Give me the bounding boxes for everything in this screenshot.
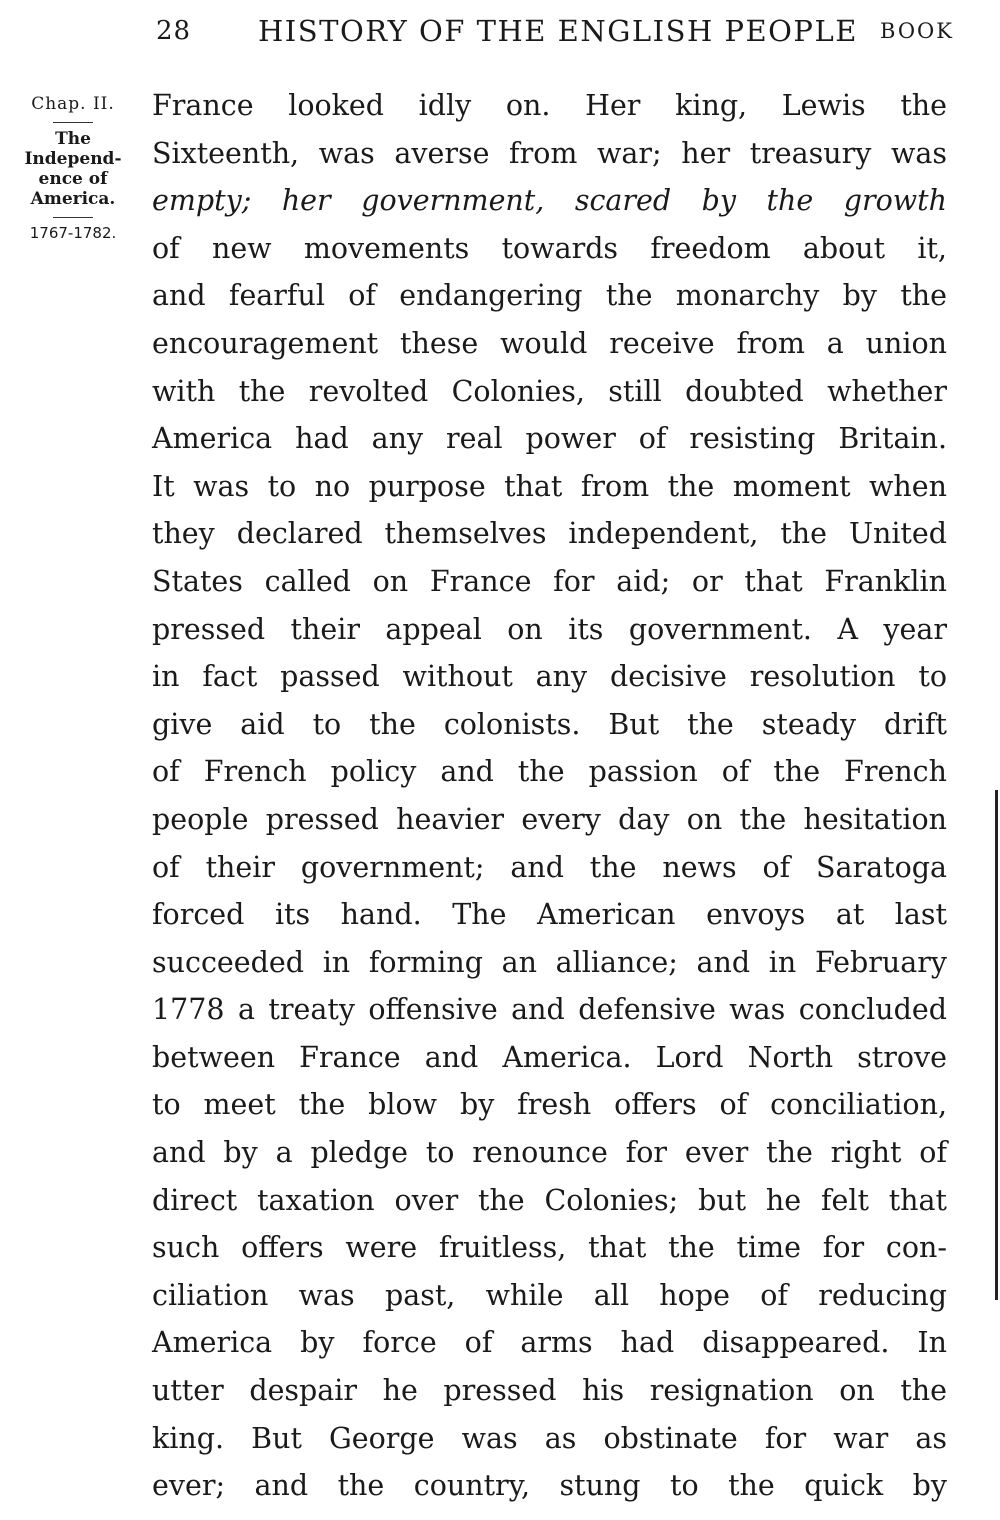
text-line: people pressed heavier every day on the hesitation	[152, 802, 947, 836]
page-number: 28	[156, 16, 192, 46]
text-line: to meet the blow by fresh offers of conciliation,	[152, 1088, 947, 1122]
text-line: king. But George was as obstinate for war as	[152, 1421, 947, 1455]
text-line: It was to no purpose that from the moment when	[152, 469, 947, 503]
text-line: forced its hand. The American envoys at last	[152, 898, 947, 932]
text-line: and fearful of endangering the monarchy by the	[152, 279, 947, 313]
text-line: Sixteenth, was averse from war; her treasury was	[152, 136, 947, 170]
text-line: pressed their appeal on its government. A year	[152, 612, 947, 646]
text-line: America by force of arms had disappeared. In	[152, 1326, 947, 1360]
text-line: ever; and the country, stung to the quick by	[152, 1469, 947, 1503]
book-label: BOOK	[880, 19, 954, 43]
text-line: of new movements towards freedom about it,	[152, 231, 947, 265]
sidenote-divider	[53, 122, 93, 123]
text-line: give aid to the colonists. But the steady drift	[152, 707, 947, 741]
margin-sidenote	[4, 92, 142, 242]
text-line: France looked idly on. Her king, Lewis the	[152, 89, 947, 122]
body-text	[152, 82, 947, 1510]
text-line: they declared themselves independent, the United	[152, 517, 947, 551]
text-line: encouragement these would receive from a union	[152, 326, 947, 360]
text-line: and by a pledge to renounce for ever the right of	[152, 1136, 947, 1170]
text-line: States called on France for aid; or that Franklin	[152, 564, 947, 598]
text-line: direct taxation over the Colonies; but he felt that	[152, 1183, 947, 1217]
page-header	[0, 0, 1000, 60]
text-line: such offers were fruitless, that the time for con-	[152, 1231, 947, 1265]
page-edge-mark	[995, 790, 998, 1300]
chapter-label: Chap. II.	[31, 94, 115, 114]
sidenote-dates: 1767-1782.	[29, 224, 117, 242]
text-line: 1778 a treaty offensive and defensive was concluded	[152, 993, 947, 1027]
text-line: empty; her government, scared by the growth	[152, 184, 947, 218]
text-line: between France and America. Lord North strove	[152, 1040, 947, 1074]
running-title: HISTORY OF THE ENGLISH PEOPLE	[258, 14, 858, 48]
text-line: in fact passed without any decisive resolution to	[152, 660, 947, 694]
text-line: America had any real power of resisting Britain.	[152, 422, 947, 456]
text-line: succeeded in forming an alliance; and in February	[152, 945, 947, 979]
sidenote-topic: The Independ- ence of America.	[24, 129, 122, 209]
text-line: utter despair he pressed his resignation on the	[152, 1374, 947, 1408]
text-line: of their government; and the news of Saratoga	[152, 850, 947, 884]
text-line: with the revolted Colonies, still doubted whether	[152, 374, 947, 408]
sidenote-divider	[53, 217, 93, 218]
text-line: of French policy and the passion of the French	[152, 755, 947, 789]
text-line: ciliation was past, while all hope of reducing	[152, 1278, 947, 1312]
